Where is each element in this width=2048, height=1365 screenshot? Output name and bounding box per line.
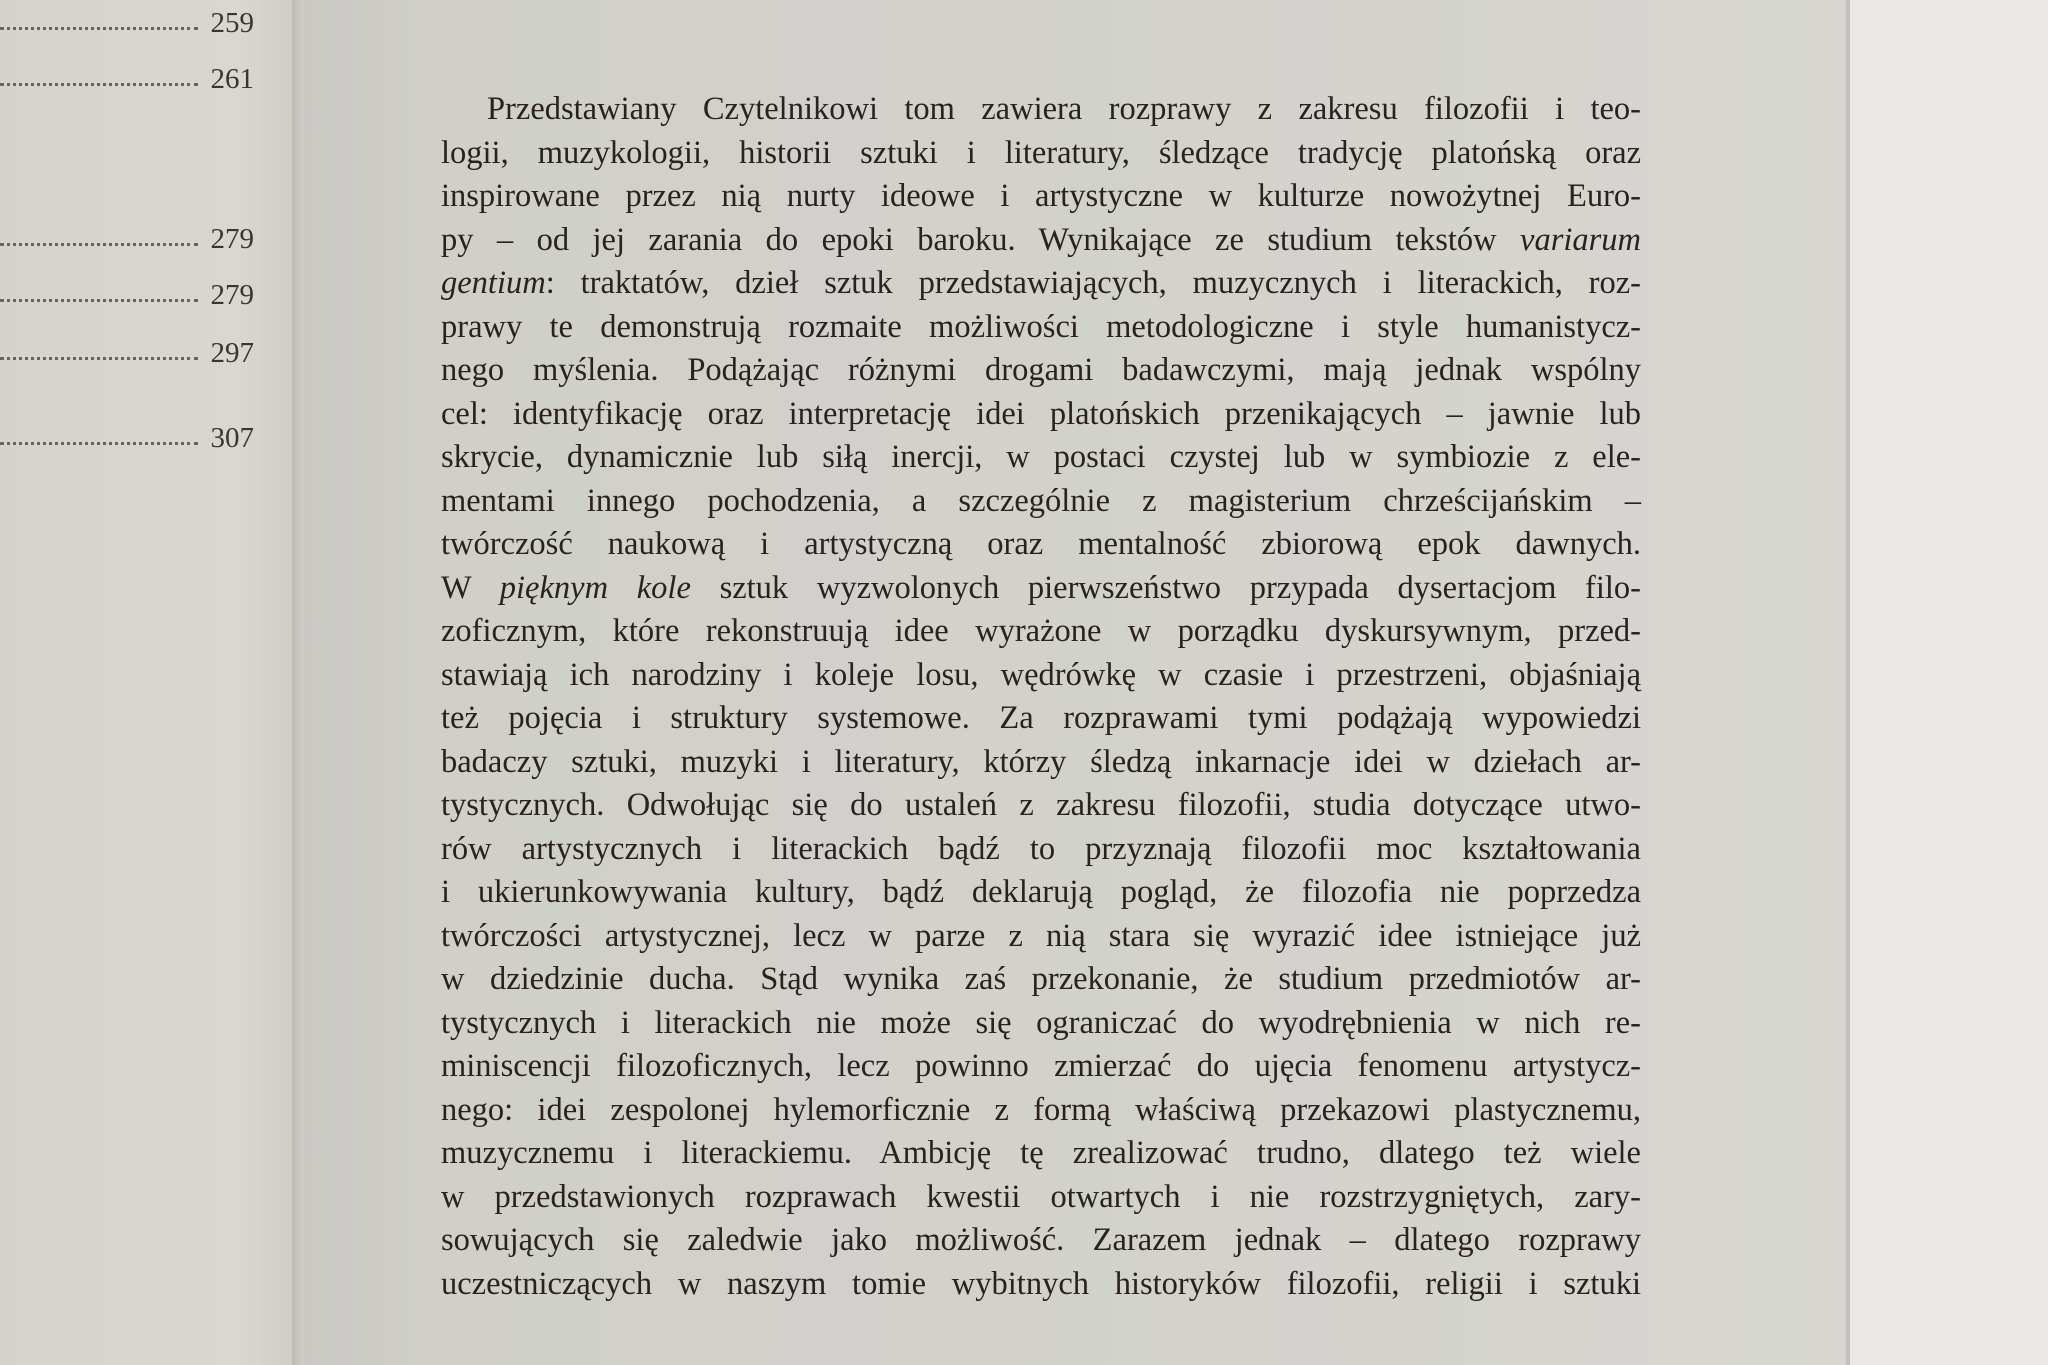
text-line [441,436,1641,480]
text-line [441,1132,1641,1176]
text-segment: stawiają ich narodziny i koleje losu, wędrówkę w czasie i przestrzeni, objaśniają [441,656,1641,693]
text-line [441,871,1641,915]
text-line [441,697,1641,741]
toc-page-number: 279 [210,279,254,311]
text-segment: tystycznych i literackich nie może się ograniczać do wyodrębnienia w nich re- [441,1004,1641,1041]
text-segment: zoficznym, które rekonstruują idee wyrażone w porządku dyskursywnym, przed- [441,613,1641,649]
text-line [441,1219,1641,1263]
text-line [441,1045,1641,1089]
text-segment: nego myślenia. Podążając różnymi drogami badawczymi, mają jednak wspólny [441,352,1641,388]
text-line [441,523,1641,567]
leader-dots [0,299,198,302]
text-segment: miniscencji filozoficznych, lecz powinno zmierzać do ujęcia fenomenu artystycz- [441,1048,1641,1084]
text-segment: prawy te demonstrują rozmaite możliwości metodologiczne i style humanistycz- [441,308,1641,345]
text-line [441,567,1641,611]
text-line [441,219,1641,263]
toc-page-number: 307 [210,422,254,454]
text-segment: sowujących się zaledwie jako możliwość. Zarazem jednak – dlatego rozprawy [441,1222,1641,1258]
toc-entry [0,216,260,256]
text-segment: nego: idei zespolonej hylemorficznie z formą właściwą przekazowi plastycznemu, [441,1091,1641,1128]
leader-dots [0,442,198,445]
text-segment: twórczości artystycznej, lecz w parze z nią stara się wyrazić idee istniejące już [441,917,1641,954]
text-line [441,1176,1641,1220]
text-segment: twórczość naukową i artystyczną oraz mentalność zbiorową epok dawnych. [441,526,1641,562]
text-segment: sztuk wyzwolonych pierwszeństwo przypada dysertacjom filo- [690,569,1642,606]
text-line [441,741,1641,785]
text-segment: muzycznemu i literackiemu. Ambicję tę zrealizować trudno, dlatego też wiele [441,1135,1641,1171]
text-line [441,654,1641,698]
text-segment: inspirowane przez nią nurty ideowe i artystyczne w kulturze nowożytnej Euro- [441,178,1641,214]
leader-dots [0,83,198,86]
text-line [441,393,1641,437]
text-segment: też pojęcia i struktury systemowe. Za rozprawami tymi podążają wypowiedzi [441,700,1641,736]
text-segment: skrycie, dynamicznie lub siłą inercji, w postaci czystej lub w symbiozie z ele- [441,439,1641,475]
toc-page-number: 297 [210,337,254,369]
text-segment: w przedstawionych rozprawach kwestii otwartych i nie rozstrzygniętych, zary- [441,1178,1641,1215]
leader-dots [0,357,198,360]
left-page-table-of-contents [0,0,298,1365]
text-segment: mentami innego pochodzenia, a szczególnie z magisterium chrześcijańskim – [441,482,1641,519]
italic-text: pięknym kole [499,569,691,606]
text-line [441,132,1641,176]
text-line [441,175,1641,219]
text-line [441,828,1641,872]
text-segment: i ukierunkowywania kultury, bądź deklarują pogląd, że filozofia nie poprzedza [441,874,1641,910]
toc-page-number: 279 [210,223,254,255]
text-segment: tystycznych. Odwołując się do ustaleń z zakresu filozofii, studia dotyczące utwo- [441,787,1641,823]
text-line [441,784,1641,828]
toc-entry [0,56,260,96]
text-line [441,349,1641,393]
text-segment: : traktatów, dzieł sztuk przedstawiających, muzycznych i literackich, roz- [545,265,1641,301]
text-line [441,958,1641,1002]
text-line [441,1002,1641,1046]
text-segment: W [441,569,500,606]
text-segment: w dziedzinie ducha. Stąd wynika zaś przekonanie, że studium przedmiotów ar- [441,961,1641,997]
text-line [441,306,1641,350]
text-segment: badaczy sztuki, muzyki i literatury, którzy śledzą inkarnacje idei w dziełach ar- [441,743,1641,780]
page-edge [1846,0,1850,1365]
leader-dots [0,243,198,246]
text-segment: Przedstawiany Czytelnikowi tom zawiera rozprawy z zakresu filozofii i teo- [487,91,1641,127]
text-line [441,610,1641,654]
toc-entry [0,415,260,455]
text-segment: cel: identyfikację oraz interpretację idei platońskich przenikających – jawnie lub [441,395,1641,432]
text-line [441,262,1641,306]
text-line [441,915,1641,959]
text-segment: uczestniczących w naszym tomie wybitnych historyków filozofii, religii i sztuki [441,1265,1641,1302]
toc-page-number: 259 [210,7,254,39]
text-line [441,480,1641,524]
text-line [441,88,1641,132]
toc-entry [0,272,260,312]
italic-text: gentium [441,265,546,301]
text-segment: py – od jej zarania do epoki baroku. Wynikające ze studium tekstów [441,221,1521,258]
italic-text: variarum [1520,221,1641,258]
body-paragraph [441,88,1641,1306]
text-segment: logii, muzykologii, historii sztuki i literatury, śledzące tradycję platońską oraz [441,134,1641,171]
toc-entry [0,330,260,370]
toc-page-number: 261 [210,63,254,95]
text-line [441,1263,1641,1307]
leader-dots [0,27,198,30]
text-segment: rów artystycznych i literackich bądź to przyznają filozofii moc kształtowania [441,830,1641,867]
text-line [441,1089,1641,1133]
toc-entry [0,0,260,40]
